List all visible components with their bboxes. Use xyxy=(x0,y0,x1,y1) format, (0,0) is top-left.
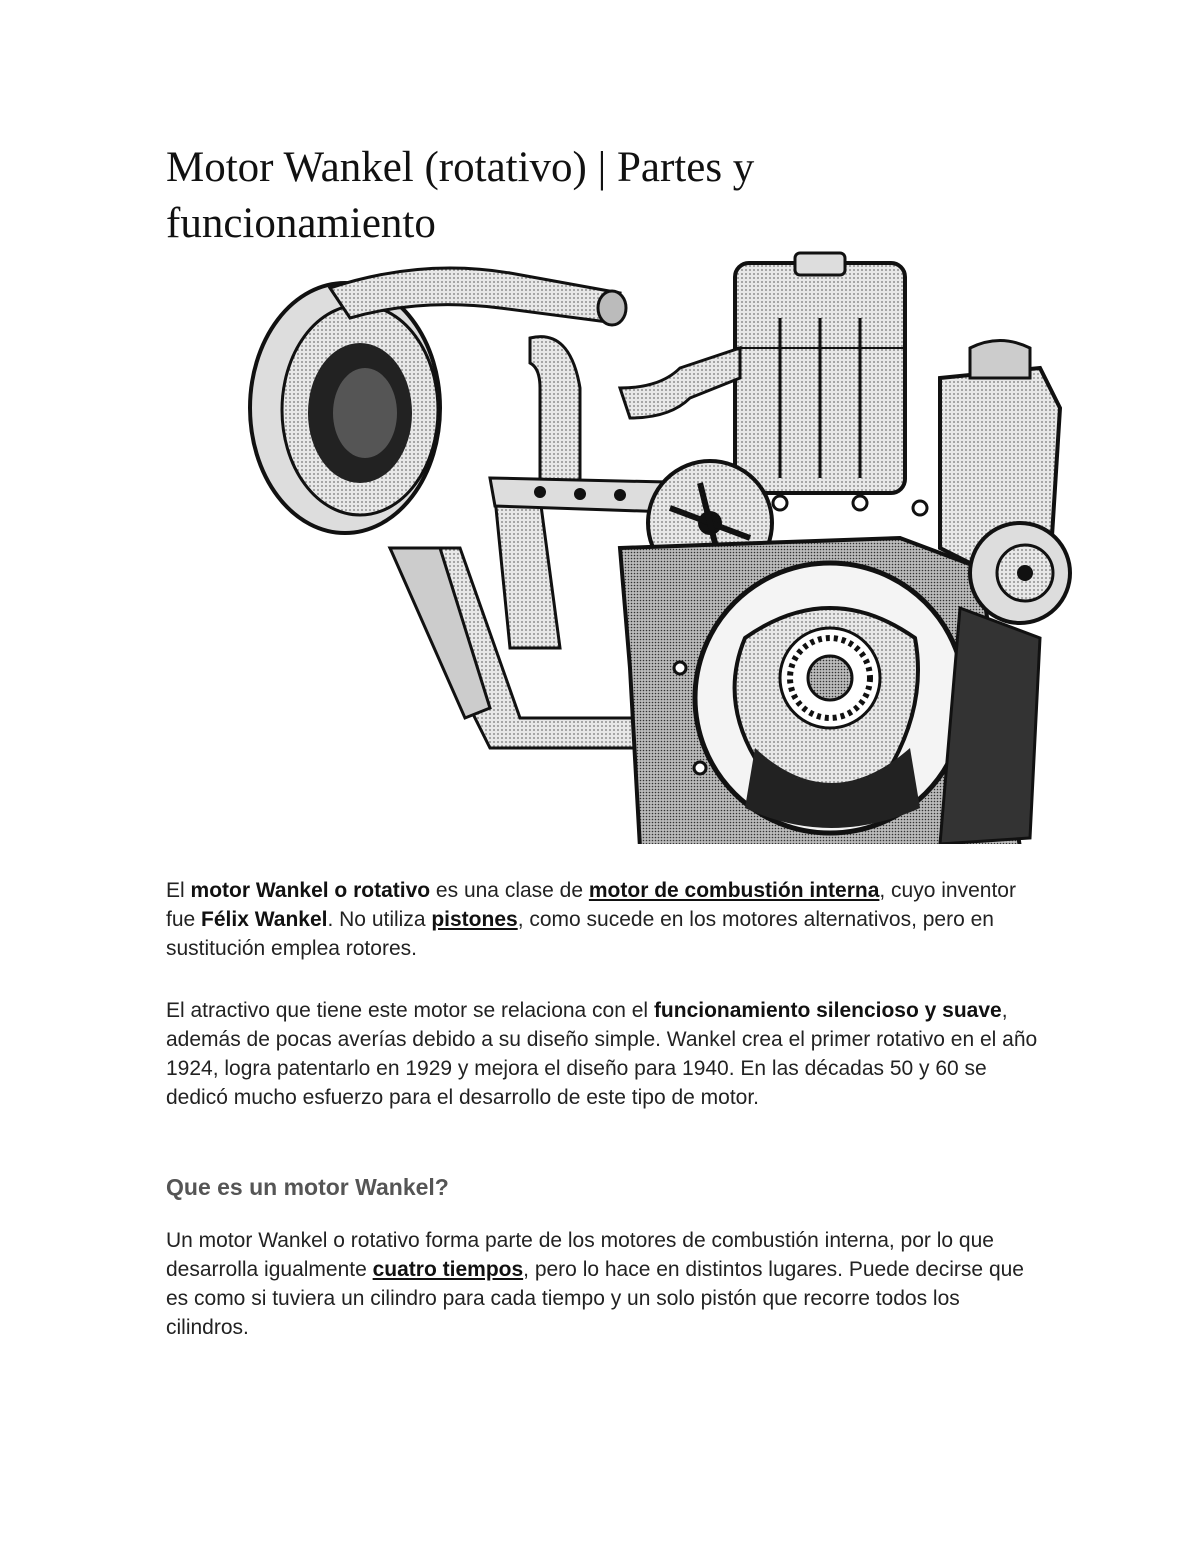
link-motor-combustion[interactable]: motor de combustión interna xyxy=(588,879,880,902)
text-span: , pero lo hace en distintos lugares. Puede decirse que es como si tuviera un cilindro para cada tiempo y un solo pistón que recorre todos los cilindros. xyxy=(166,1258,1024,1339)
link-cuatro-tiempos[interactable]: cuatro tiempos xyxy=(372,1258,524,1281)
bold-term: funcionamiento silencioso y suave xyxy=(653,999,1002,1022)
text-span: Un motor Wankel o rotativo forma parte de los motores de combustión interna, por lo que desarrolla igualmente xyxy=(166,1229,994,1281)
definition-paragraph xyxy=(166,1226,1046,1342)
bold-inventor: Félix Wankel xyxy=(201,908,328,931)
attraction-paragraph xyxy=(166,996,1046,1112)
text-span: El xyxy=(166,879,191,902)
bold-term: motor Wankel o rotativo xyxy=(190,879,431,902)
engine-icon xyxy=(240,248,1120,844)
engine-illustration xyxy=(240,248,1120,844)
text-span: . No utiliza xyxy=(327,908,432,931)
link-pistones[interactable]: pistones xyxy=(431,908,518,931)
text-span: El atractivo que tiene este motor se relaciona con el xyxy=(166,999,654,1022)
intro-paragraph xyxy=(166,876,1046,963)
text-span: , cuyo inventor fue xyxy=(166,879,1016,931)
section-heading: Que es un motor Wankel? xyxy=(166,1174,449,1200)
text-span: , además de pocas averías debido a su diseño simple. Wankel crea el primer rotativo en el año 1924, logra patentarlo en 1929 y mejora el diseño para 1940. En las décadas 50 y 60 se dedicó mucho esfuerzo para el desarrollo de este tipo de motor. xyxy=(166,999,1038,1109)
text-span: es una clase de xyxy=(430,879,589,902)
text-span: , como sucede en los motores alternativos, pero en sustitución emplea rotores. xyxy=(166,908,994,960)
page-title: Motor Wankel (rotativo) | Partes y funcionamiento xyxy=(166,144,755,247)
